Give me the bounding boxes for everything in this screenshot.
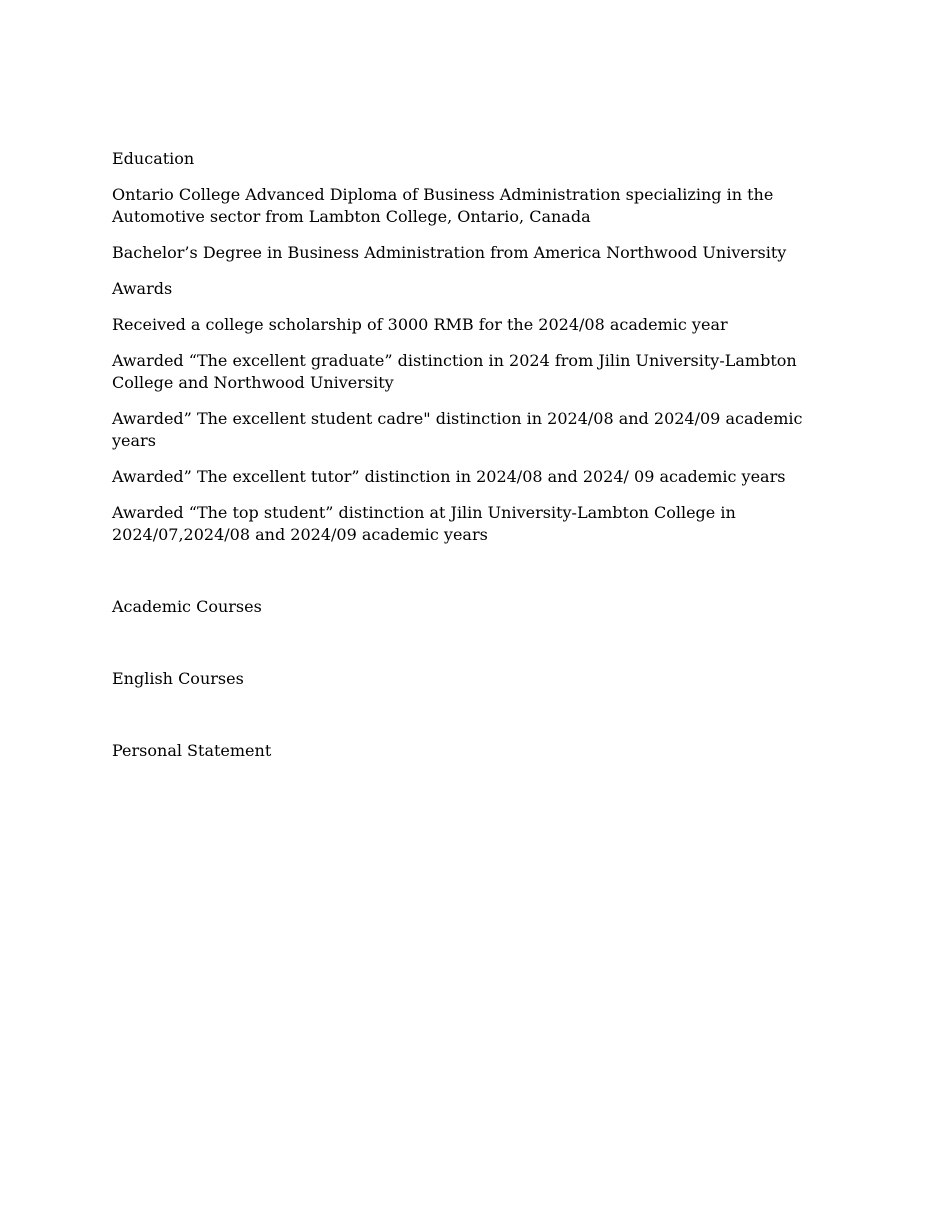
education-item: Bachelor’s Degree in Business Administration from America Northwood University (112, 243, 787, 262)
award-item: Awarded” The excellent student cadre" distinction in 2024/08 and 2024/09 academic years (112, 409, 803, 450)
english-courses-heading: English Courses (112, 669, 244, 688)
document-body (112, 148, 812, 776)
education-item: Ontario College Advanced Diploma of Business Administration specializing in the Automotive sector from Lambton College, Ontario, Canada (112, 185, 774, 226)
empty-paragraph (112, 632, 812, 654)
award-item: Awarded “The top student” distinction at Jilin University-Lambton College in 2024/07,2024/08 and 2024/09 academic years (112, 503, 736, 544)
award-item: Received a college scholarship of 3000 RMB for the 2024/08 academic year (112, 315, 728, 334)
personal-statement-heading: Personal Statement (112, 741, 272, 760)
academic-courses-heading: Academic Courses (112, 597, 262, 616)
award-item: Awarded “The excellent graduate” distinction in 2024 from Jilin University-Lambton College and Northwood University (112, 351, 797, 392)
empty-paragraph (112, 704, 812, 726)
empty-paragraph (112, 560, 812, 582)
education-heading: Education (112, 149, 195, 168)
award-item: Awarded” The excellent tutor” distinction in 2024/08 and 2024/ 09 academic years (112, 467, 786, 486)
awards-heading: Awards (112, 279, 173, 298)
